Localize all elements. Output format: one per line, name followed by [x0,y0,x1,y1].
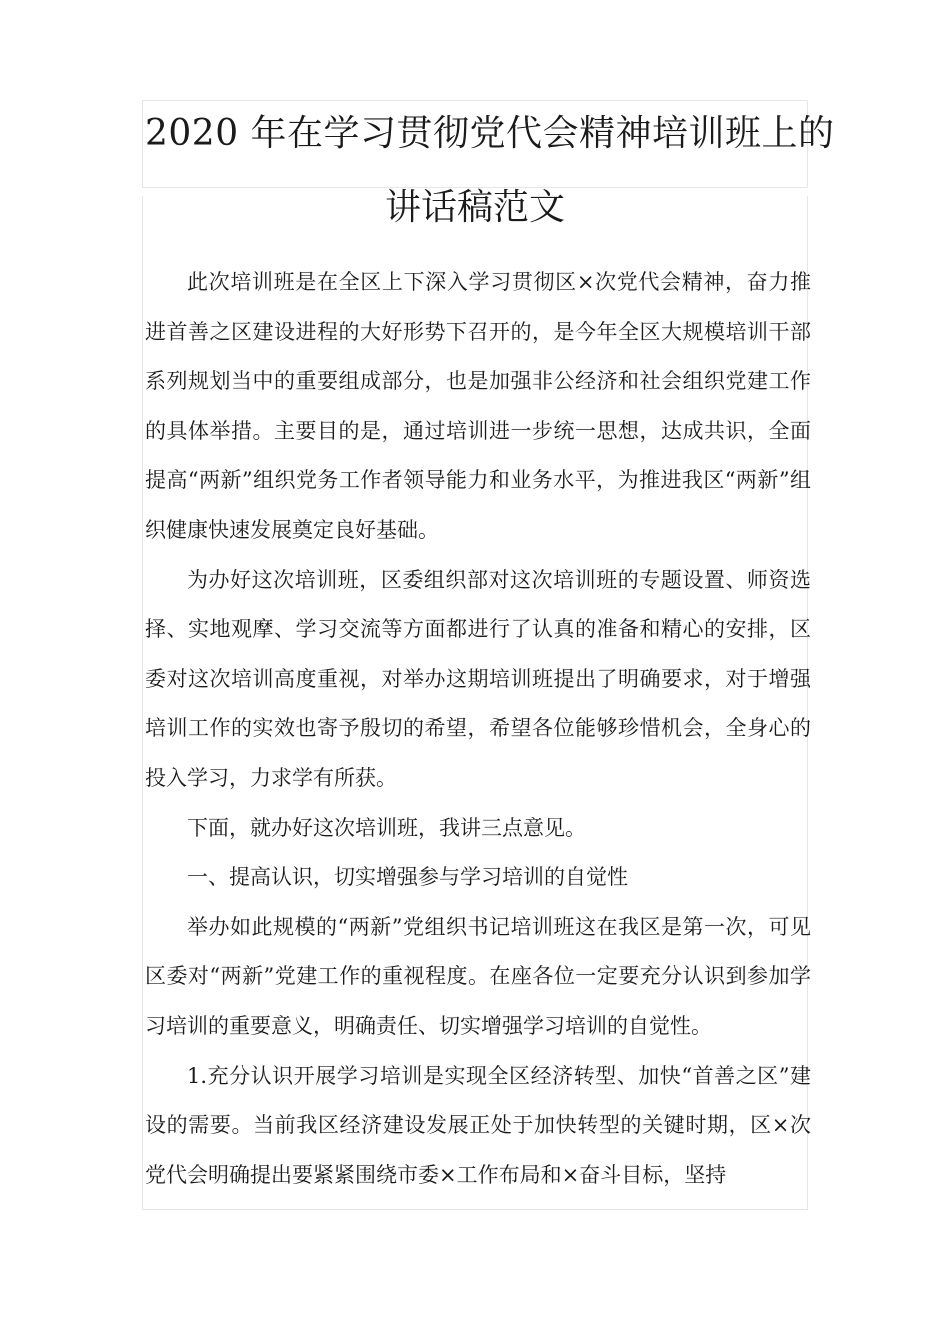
document-title-line-2: 讲话稿范文 [384,187,565,228]
paragraph-section-1: 举办如此规模的“两新”党组织书记培训班这在我区是第一次，可见区委对“两新”党建工作的重视程度。在座各位一定要充分认识到参加学习培训的重要意义，明确责任、切实增强学习培训的自觉性。 [145,914,811,1038]
paragraph-three-points: 下面，就办好这次培训班，我讲三点意见。 [187,815,586,840]
paragraph-item-1: 1.充分认识开展学习培训是实现全区经济转型、加快“首善之区”建设的需要。当前我区经济建设发展正处于加快转型的关键时期，区×次党代会明确提出要紧紧围绕市委×工作布局和×奋斗目标，坚持 [145,1063,811,1187]
paragraph-intro: 此次培训班是在全区上下深入学习贯彻区×次党代会精神，奋力推进首善之区建设进程的大好形势下召开的，是今年全区大规模培训干部系列规划当中的重要组成部分，也是加强非公经济和社会组织党建工作的具体举措。主要目的是，通过培训进一步统一思想，达成共识，全面提高“两新”组织党务工作者领导能力和业务水平，为推进我区“两新”组织健康快速发展奠定良好基础。 [145,270,811,542]
paragraph-preparation: 为办好这次培训班，区委组织部对这次培训班的专题设置、师资选择、实地观摩、学习交流等方面都进行了认真的准备和精心的安排，区委对这次培训高度重视，对举办这期培训班提出了明确要求，对于增强培训工作的实效也寄予殷切的希望，希望各位能够珍惜机会，全身心的投入学习，力求学有所获。 [145,567,811,790]
document-body [145,258,811,1200]
document-title-line-1: 2020 年在学习贯彻党代会精神培训班上的 [145,113,835,154]
section-heading-1: 一、提高认识，切实增强参与学习培训的自觉性 [187,865,628,890]
